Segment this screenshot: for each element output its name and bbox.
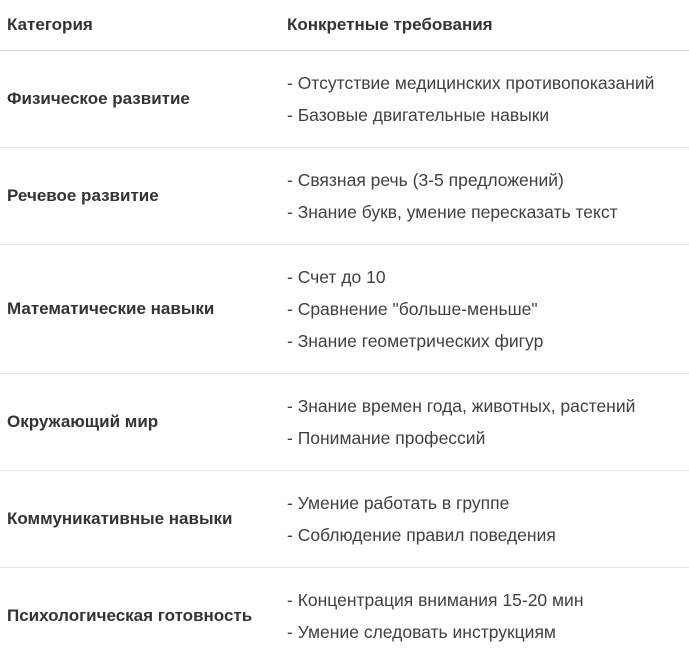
- requirement-item: - Связная речь (3-5 предложений): [287, 170, 564, 190]
- header-requirements: Конкретные требования: [287, 15, 493, 34]
- row-category: Окружающий мир: [7, 412, 159, 431]
- table-body: [0, 51, 689, 664]
- requirement-item: - Счет до 10: [287, 267, 386, 287]
- requirement-item: - Базовые двигательные навыки: [287, 105, 550, 125]
- header-category: Категория: [7, 15, 93, 34]
- row-requirements: [281, 148, 689, 244]
- row-category: Коммуникативные навыки: [7, 509, 233, 528]
- row-category: Психологическая готовность: [7, 606, 253, 625]
- row-requirements: [281, 568, 689, 664]
- requirement-item: - Знание букв, умение пересказать текст: [287, 202, 618, 222]
- row-category: Математические навыки: [7, 299, 215, 318]
- requirement-item: - Знание геометрических фигур: [287, 331, 544, 351]
- row-requirements: [281, 51, 689, 147]
- requirement-item: - Сравнение "больше-меньше": [287, 299, 538, 319]
- requirement-item: - Концентрация внимания 15-20 мин: [287, 590, 584, 610]
- row-requirements: [281, 471, 689, 567]
- requirement-item: - Знание времен года, животных, растений: [287, 396, 636, 416]
- row-category: Речевое развитие: [7, 186, 159, 205]
- table-row: [0, 51, 689, 148]
- row-requirements: [281, 245, 689, 373]
- table-row: [0, 374, 689, 471]
- row-category: Физическое развитие: [7, 89, 190, 108]
- requirement-item: - Понимание профессий: [287, 428, 486, 448]
- table-row: [0, 568, 689, 664]
- table-row: [0, 245, 689, 374]
- requirement-item: - Соблюдение правил поведения: [287, 525, 556, 545]
- requirement-item: - Умение работать в группе: [287, 493, 510, 513]
- row-requirements: [281, 374, 689, 470]
- requirement-item: - Умение следовать инструкциям: [287, 622, 556, 642]
- table-row: [0, 148, 689, 245]
- table-row: [0, 471, 689, 568]
- requirement-item: - Отсутствие медицинских противопоказаний: [287, 73, 655, 93]
- table-header: [0, 0, 689, 51]
